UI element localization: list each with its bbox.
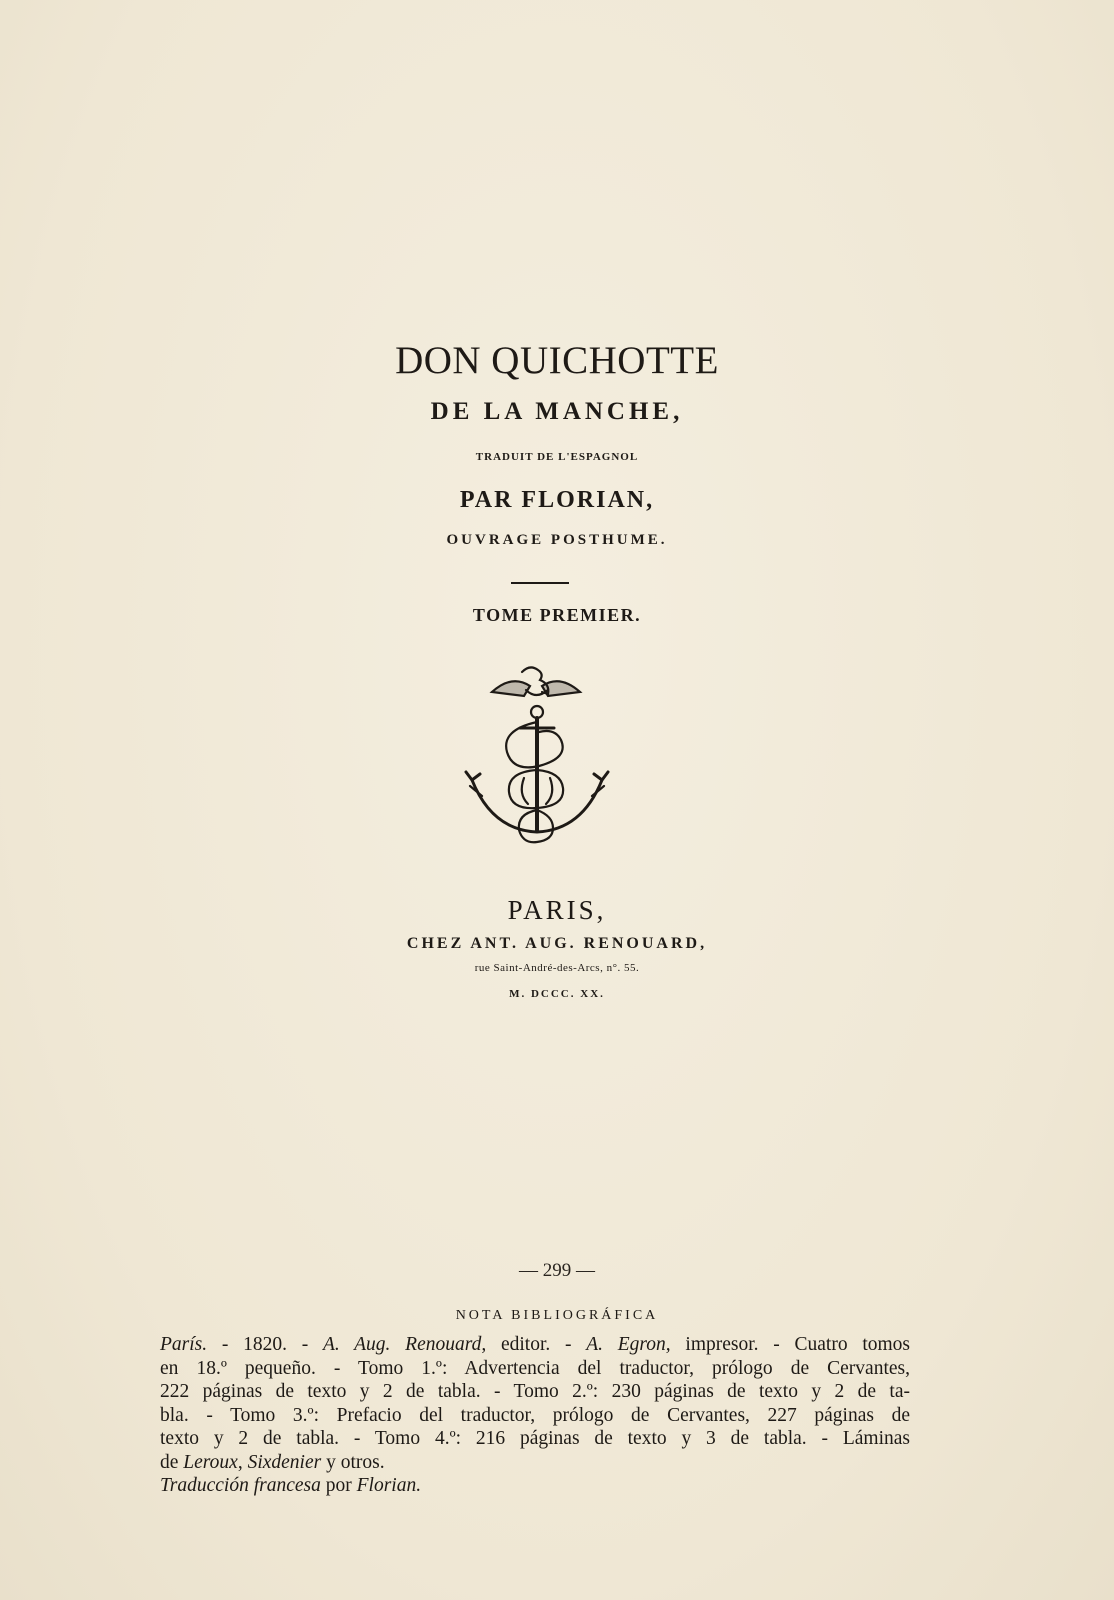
bibliographic-note — [160, 1333, 910, 1498]
note-line: 222 páginas de texto y 2 de tabla. - Tomo 2.º: 230 páginas de texto y 2 de ta- — [160, 1381, 910, 1402]
note-translator: Florian. — [356, 1475, 422, 1496]
divider-rule — [511, 582, 569, 584]
note-artist: Sixdenier — [247, 1451, 322, 1473]
note-line: de Leroux, Sixdenier y otros. — [160, 1451, 385, 1473]
note-printer: A. Egron, — [586, 1334, 671, 1355]
anchor-dolphin-printer-mark-icon — [462, 660, 612, 860]
note-heading: NOTA BIBLIOGRÁFICA — [455, 1308, 659, 1323]
note-line: bla. - Tomo 3.º: Prefacio del traductor, prólogo de Cervantes, 227 páginas de — [160, 1404, 910, 1426]
publication-year: M. DCCC. XX. — [509, 988, 605, 1000]
page-number: — 299 — — [519, 1260, 595, 1281]
note-line: París. - 1820. - A. Aug. Renouard, editor. - A. Egron, impresor. - Cuatro tomos — [160, 1334, 910, 1355]
translated-from: TRADUIT DE L'ESPAGNOL — [475, 451, 639, 463]
note-city: París. — [160, 1334, 208, 1355]
author: PAR FLORIAN, — [459, 487, 655, 513]
note-artist: Leroux — [183, 1451, 238, 1473]
city: PARIS, — [507, 895, 607, 925]
note-line: Traducción francesa por Florian. — [160, 1475, 422, 1496]
note-editor: A. Aug. Renouard, — [322, 1334, 487, 1355]
work-note: OUVRAGE POSTHUME. — [446, 532, 668, 548]
book-title: DON QUICHOTTE — [395, 339, 719, 382]
note-line: en 18.º pequeño. - Tomo 1.º: Advertencia del traductor, prólogo de Cervantes, — [160, 1357, 910, 1379]
volume-label: TOME PREMIER. — [472, 605, 642, 625]
note-line: texto y 2 de tabla. - Tomo 4.º: 216 páginas de texto y 3 de tabla. - Láminas — [160, 1428, 910, 1449]
book-subtitle: DE LA MANCHE, — [430, 398, 684, 425]
note-translation: Traducción francesa — [160, 1475, 321, 1496]
publisher-address: rue Saint-André-des-Arcs, n°. 55. — [474, 962, 640, 974]
publisher: CHEZ ANT. AUG. RENOUARD, — [406, 935, 708, 952]
